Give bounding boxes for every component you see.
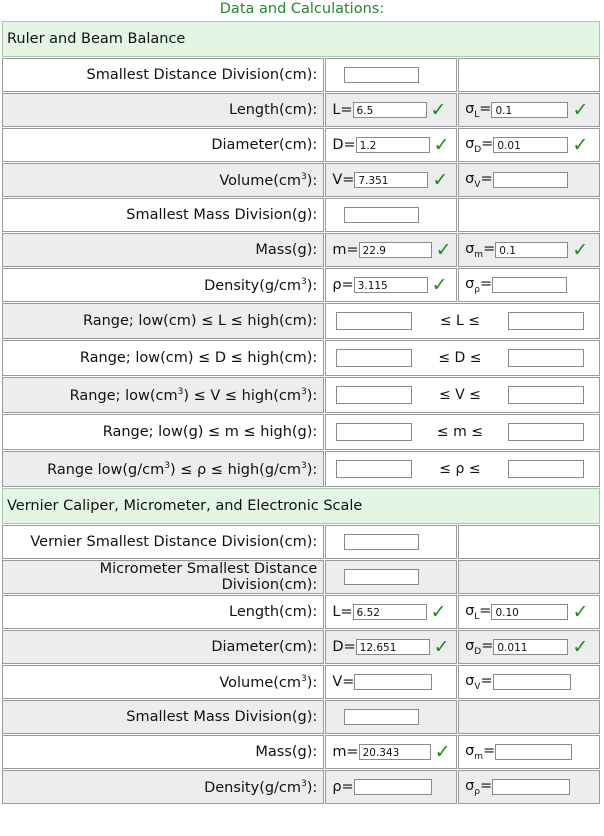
range-cell xyxy=(325,303,600,339)
length-symbol: L= xyxy=(332,102,353,118)
table-row xyxy=(2,595,600,629)
mass-input[interactable]: 22.9 xyxy=(359,242,432,258)
table-row xyxy=(2,560,600,594)
range-m-relation: ≤ m ≤ xyxy=(436,424,483,440)
check-icon: ✓ xyxy=(572,239,589,261)
table-row xyxy=(2,340,600,376)
volume-label: $Volume(cm^3)$: xyxy=(2,665,324,699)
cell xyxy=(325,525,457,559)
cell xyxy=(325,665,457,699)
table-row xyxy=(2,630,600,664)
empty-cell xyxy=(458,198,600,232)
cell xyxy=(325,735,457,769)
density-label: $Density(g/cm^3)$: xyxy=(2,268,324,302)
cell xyxy=(325,560,457,594)
sigma-length-symbol: $\sigma_L=$ xyxy=(465,100,492,120)
range-cell xyxy=(325,340,600,376)
check-icon: ✓ xyxy=(430,601,447,623)
sigma-length-input[interactable]: 0.1 xyxy=(491,102,568,118)
cell xyxy=(458,735,600,769)
cell xyxy=(458,128,600,162)
cell xyxy=(325,128,457,162)
range-rho-low-input[interactable] xyxy=(336,460,412,478)
volume-symbol: V= xyxy=(332,172,355,188)
range-l-high-input[interactable] xyxy=(508,312,584,330)
volume-symbol: V= xyxy=(332,674,355,690)
sigma-mass-symbol: $\sigma_m=$ xyxy=(465,742,496,762)
check-icon: ✓ xyxy=(431,274,448,296)
table-row xyxy=(2,303,600,339)
diameter-input[interactable]: 1.2 xyxy=(356,137,430,153)
range-m-high-input[interactable] xyxy=(508,423,584,441)
page-title: Data and Calculations: xyxy=(219,1,385,17)
range-rho-relation: ≤ ρ ≤ xyxy=(439,461,481,477)
sigma-diameter-symbol: $\sigma_D=$ xyxy=(465,637,494,657)
volume-input[interactable]: 7.351 xyxy=(354,172,428,188)
check-icon: ✓ xyxy=(434,741,451,763)
micrometer-smallest-distance-input[interactable] xyxy=(344,569,419,585)
sigma-volume-input[interactable] xyxy=(493,172,568,188)
sigma-length-symbol: $\sigma_L=$ xyxy=(465,602,492,622)
data-table-wrapper xyxy=(0,20,604,805)
check-icon: ✓ xyxy=(435,239,452,261)
range-l-low-input[interactable] xyxy=(336,312,412,330)
table-row xyxy=(2,700,600,734)
range-l-relation: ≤ L ≤ xyxy=(439,313,480,329)
table-row xyxy=(2,163,600,197)
density-input[interactable]: 3.115 xyxy=(354,277,428,293)
range-rho-high-input[interactable] xyxy=(508,460,584,478)
diameter-symbol: D= xyxy=(332,137,356,153)
check-icon: ✓ xyxy=(432,169,449,191)
section-header-vernier: Vernier Caliper, Micrometer, and Electronic Scale xyxy=(2,488,600,524)
cell xyxy=(458,233,600,267)
sigma-volume-input[interactable] xyxy=(493,674,571,690)
length-input[interactable]: 6.5 xyxy=(353,102,427,118)
check-icon: ✓ xyxy=(433,134,450,156)
density-label: $Density(g/cm^3)$: xyxy=(2,770,324,804)
diameter-symbol: D= xyxy=(332,639,356,655)
check-icon: ✓ xyxy=(433,636,450,658)
range-cell xyxy=(325,414,600,450)
smallest-mass-input[interactable] xyxy=(344,709,419,725)
sigma-volume-symbol: $\sigma_V=$ xyxy=(465,672,493,692)
empty-cell xyxy=(458,700,600,734)
table-row xyxy=(2,525,600,559)
smallest-mass-label: Smallest Mass Division(g): xyxy=(2,700,324,734)
diameter-input[interactable]: 12.651 xyxy=(356,639,430,655)
smallest-mass-label: Smallest Mass Division(g): xyxy=(2,198,324,232)
empty-cell xyxy=(458,525,600,559)
volume-label: $Volume(cm^3)$: xyxy=(2,163,324,197)
sigma-mass-symbol: $\sigma_m=$ xyxy=(465,240,496,260)
range-v-label: Range; $low(cm^3) \le V$ ≤ $high(cm^3)$: xyxy=(2,377,324,413)
cell xyxy=(458,665,600,699)
vernier-smallest-distance-input[interactable] xyxy=(344,534,419,550)
cell xyxy=(325,93,457,127)
cell xyxy=(325,163,457,197)
check-icon: ✓ xyxy=(572,636,589,658)
check-icon: ✓ xyxy=(572,99,589,121)
cell xyxy=(325,630,457,664)
cell xyxy=(458,630,600,664)
cell xyxy=(325,198,457,232)
sigma-diameter-input[interactable]: 0.01 xyxy=(493,137,568,153)
sigma-diameter-input[interactable]: 0.011 xyxy=(493,639,568,655)
range-m-low-input[interactable] xyxy=(336,423,412,441)
range-m-label: Range; low(g) ≤ m ≤ high(g): xyxy=(2,414,324,450)
cell xyxy=(325,268,457,302)
range-v-high-input[interactable] xyxy=(508,386,584,404)
cell xyxy=(458,770,600,804)
sigma-density-input[interactable] xyxy=(492,277,567,293)
micrometer-smallest-distance-label: Micrometer Smallest Distance Division(cm): xyxy=(2,560,324,594)
table-row xyxy=(2,414,600,450)
range-v-low-input[interactable] xyxy=(336,386,412,404)
diameter-label: Diameter(cm): xyxy=(2,128,324,162)
range-cell xyxy=(325,377,600,413)
table-row xyxy=(2,451,600,487)
length-label: Length(cm): xyxy=(2,93,324,127)
table-row xyxy=(2,268,600,302)
sigma-mass-input[interactable] xyxy=(495,744,572,760)
sigma-mass-input[interactable]: 0.1 xyxy=(495,242,568,258)
cell xyxy=(325,700,457,734)
check-icon: ✓ xyxy=(572,601,589,623)
smallest-distance-label: Smallest Distance Division(cm): xyxy=(2,58,324,92)
table-row xyxy=(2,128,600,162)
range-rho-label: Range $low(g/cm^3) \le \rho$ ≤ $high(g/cm^3)$: xyxy=(2,451,324,487)
range-d-relation: ≤ D ≤ xyxy=(438,350,482,366)
cell xyxy=(325,770,457,804)
check-icon: ✓ xyxy=(430,99,447,121)
table-row xyxy=(2,735,600,769)
range-l-label: Range; low(cm) ≤ L ≤ high(cm): xyxy=(2,303,324,339)
range-d-high-input[interactable] xyxy=(508,349,584,367)
sigma-density-symbol: $\sigma_\rho=$ xyxy=(465,777,493,797)
range-d-low-input[interactable] xyxy=(336,349,412,367)
density-symbol: ρ= xyxy=(332,779,354,795)
range-cell xyxy=(325,451,600,487)
cell xyxy=(458,93,600,127)
range-v-relation: ≤ V ≤ xyxy=(438,387,481,403)
table-row xyxy=(2,58,600,92)
table-row xyxy=(2,770,600,804)
length-label: Length(cm): xyxy=(2,595,324,629)
cell xyxy=(458,595,600,629)
table-row xyxy=(2,665,600,699)
empty-cell xyxy=(458,560,600,594)
diameter-label: Diameter(cm): xyxy=(2,630,324,664)
cell xyxy=(458,268,600,302)
volume-input[interactable] xyxy=(354,674,432,690)
density-input[interactable] xyxy=(354,779,432,795)
mass-input[interactable]: 20.343 xyxy=(359,744,431,760)
mass-symbol: m= xyxy=(332,744,359,760)
sigma-volume-symbol: $\sigma_V=$ xyxy=(465,170,493,190)
smallest-mass-input[interactable] xyxy=(344,207,419,223)
table-row xyxy=(2,198,600,232)
table-row xyxy=(2,93,600,127)
mass-symbol: m= xyxy=(332,242,359,258)
smallest-distance-input[interactable] xyxy=(344,67,419,83)
range-d-label: Range; low(cm) ≤ D ≤ high(cm): xyxy=(2,340,324,376)
density-symbol: ρ= xyxy=(332,277,354,293)
vernier-smallest-distance-label: Vernier Smallest Distance Division(cm): xyxy=(2,525,324,559)
cell xyxy=(458,163,600,197)
mass-label: Mass(g): xyxy=(2,735,324,769)
length-input[interactable]: 6.52 xyxy=(353,604,427,620)
cell xyxy=(325,58,457,92)
table-row xyxy=(2,233,600,267)
cell xyxy=(325,595,457,629)
section-header-row xyxy=(2,21,600,57)
section-header-row xyxy=(2,488,600,524)
length-symbol: L= xyxy=(332,604,353,620)
sigma-density-input[interactable] xyxy=(492,779,570,795)
data-table xyxy=(1,20,601,805)
sigma-density-symbol: $\sigma_\rho=$ xyxy=(465,275,493,295)
empty-cell xyxy=(458,58,600,92)
mass-label: Mass(g): xyxy=(2,233,324,267)
check-icon: ✓ xyxy=(572,134,589,156)
cell xyxy=(325,233,457,267)
sigma-length-input[interactable]: 0.10 xyxy=(491,604,568,620)
sigma-diameter-symbol: $\sigma_D=$ xyxy=(465,135,494,155)
section-header-ruler: Ruler and Beam Balance xyxy=(2,21,600,57)
table-row xyxy=(2,377,600,413)
